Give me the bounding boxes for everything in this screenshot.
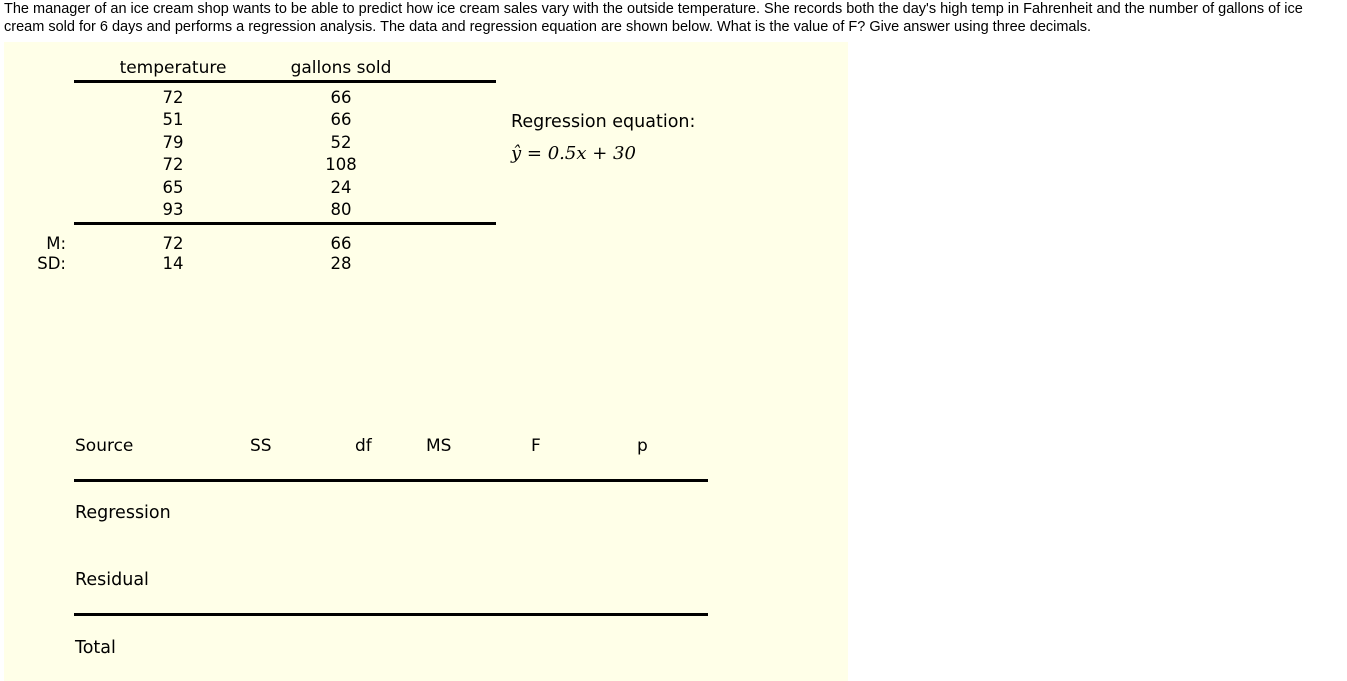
y-hat-symbol: ŷ bbox=[511, 143, 522, 164]
mean-temperature: 72 bbox=[162, 234, 184, 253]
gallons-cell: 108 bbox=[325, 155, 357, 174]
regression-equation-label: Regression equation: bbox=[511, 112, 696, 132]
header-temperature: temperature bbox=[119, 58, 227, 78]
temperature-cell: 72 bbox=[162, 155, 184, 174]
mean-gallons: 66 bbox=[330, 234, 352, 253]
gallons-cell: 66 bbox=[330, 88, 352, 107]
temperature-cell: 79 bbox=[162, 133, 184, 152]
anova-header-ss: SS bbox=[250, 436, 272, 456]
gallons-cell: 66 bbox=[330, 110, 352, 129]
regression-formula: 0.5x + 30 bbox=[547, 143, 636, 164]
anova-row-residual: Residual bbox=[75, 570, 149, 590]
anova-header-p: p bbox=[637, 436, 648, 456]
gallons-cell: 80 bbox=[330, 200, 352, 219]
temperature-cell: 65 bbox=[162, 178, 184, 197]
anova-header-rule bbox=[74, 479, 708, 482]
temperature-cell: 93 bbox=[162, 200, 184, 219]
gallons-cell: 52 bbox=[330, 133, 352, 152]
problem-panel bbox=[4, 42, 848, 681]
mean-label: M: bbox=[46, 234, 66, 253]
anova-header-source: Source bbox=[75, 436, 134, 456]
header-rule bbox=[74, 80, 496, 83]
sd-label: SD: bbox=[37, 254, 66, 273]
header-gallons-sold: gallons sold bbox=[290, 58, 392, 78]
anova-total-rule bbox=[74, 613, 708, 616]
regression-equation bbox=[511, 143, 636, 164]
anova-row-total: Total bbox=[75, 638, 116, 658]
equals-sign: = bbox=[526, 143, 542, 164]
anova-header-f: F bbox=[531, 436, 541, 456]
anova-row-regression: Regression bbox=[75, 503, 171, 523]
sd-gallons: 28 bbox=[330, 254, 352, 273]
sd-temperature: 14 bbox=[162, 254, 184, 273]
question-text: The manager of an ice cream shop wants to be able to predict how ice cream sales vary with the outside temperature. She records both the day's high temp in Fahrenheit and the number of gallons of ice cream sold for 6 days and performs a regression analysis. The data and regression equation are shown below. What is the value of F? Give answer using three decimals. bbox=[4, 1, 1303, 35]
anova-header-df: df bbox=[355, 436, 372, 456]
summary-rule bbox=[74, 222, 496, 225]
temperature-cell: 72 bbox=[162, 88, 184, 107]
anova-header-ms: MS bbox=[426, 436, 452, 456]
gallons-cell: 24 bbox=[330, 178, 352, 197]
temperature-cell: 51 bbox=[162, 110, 184, 129]
